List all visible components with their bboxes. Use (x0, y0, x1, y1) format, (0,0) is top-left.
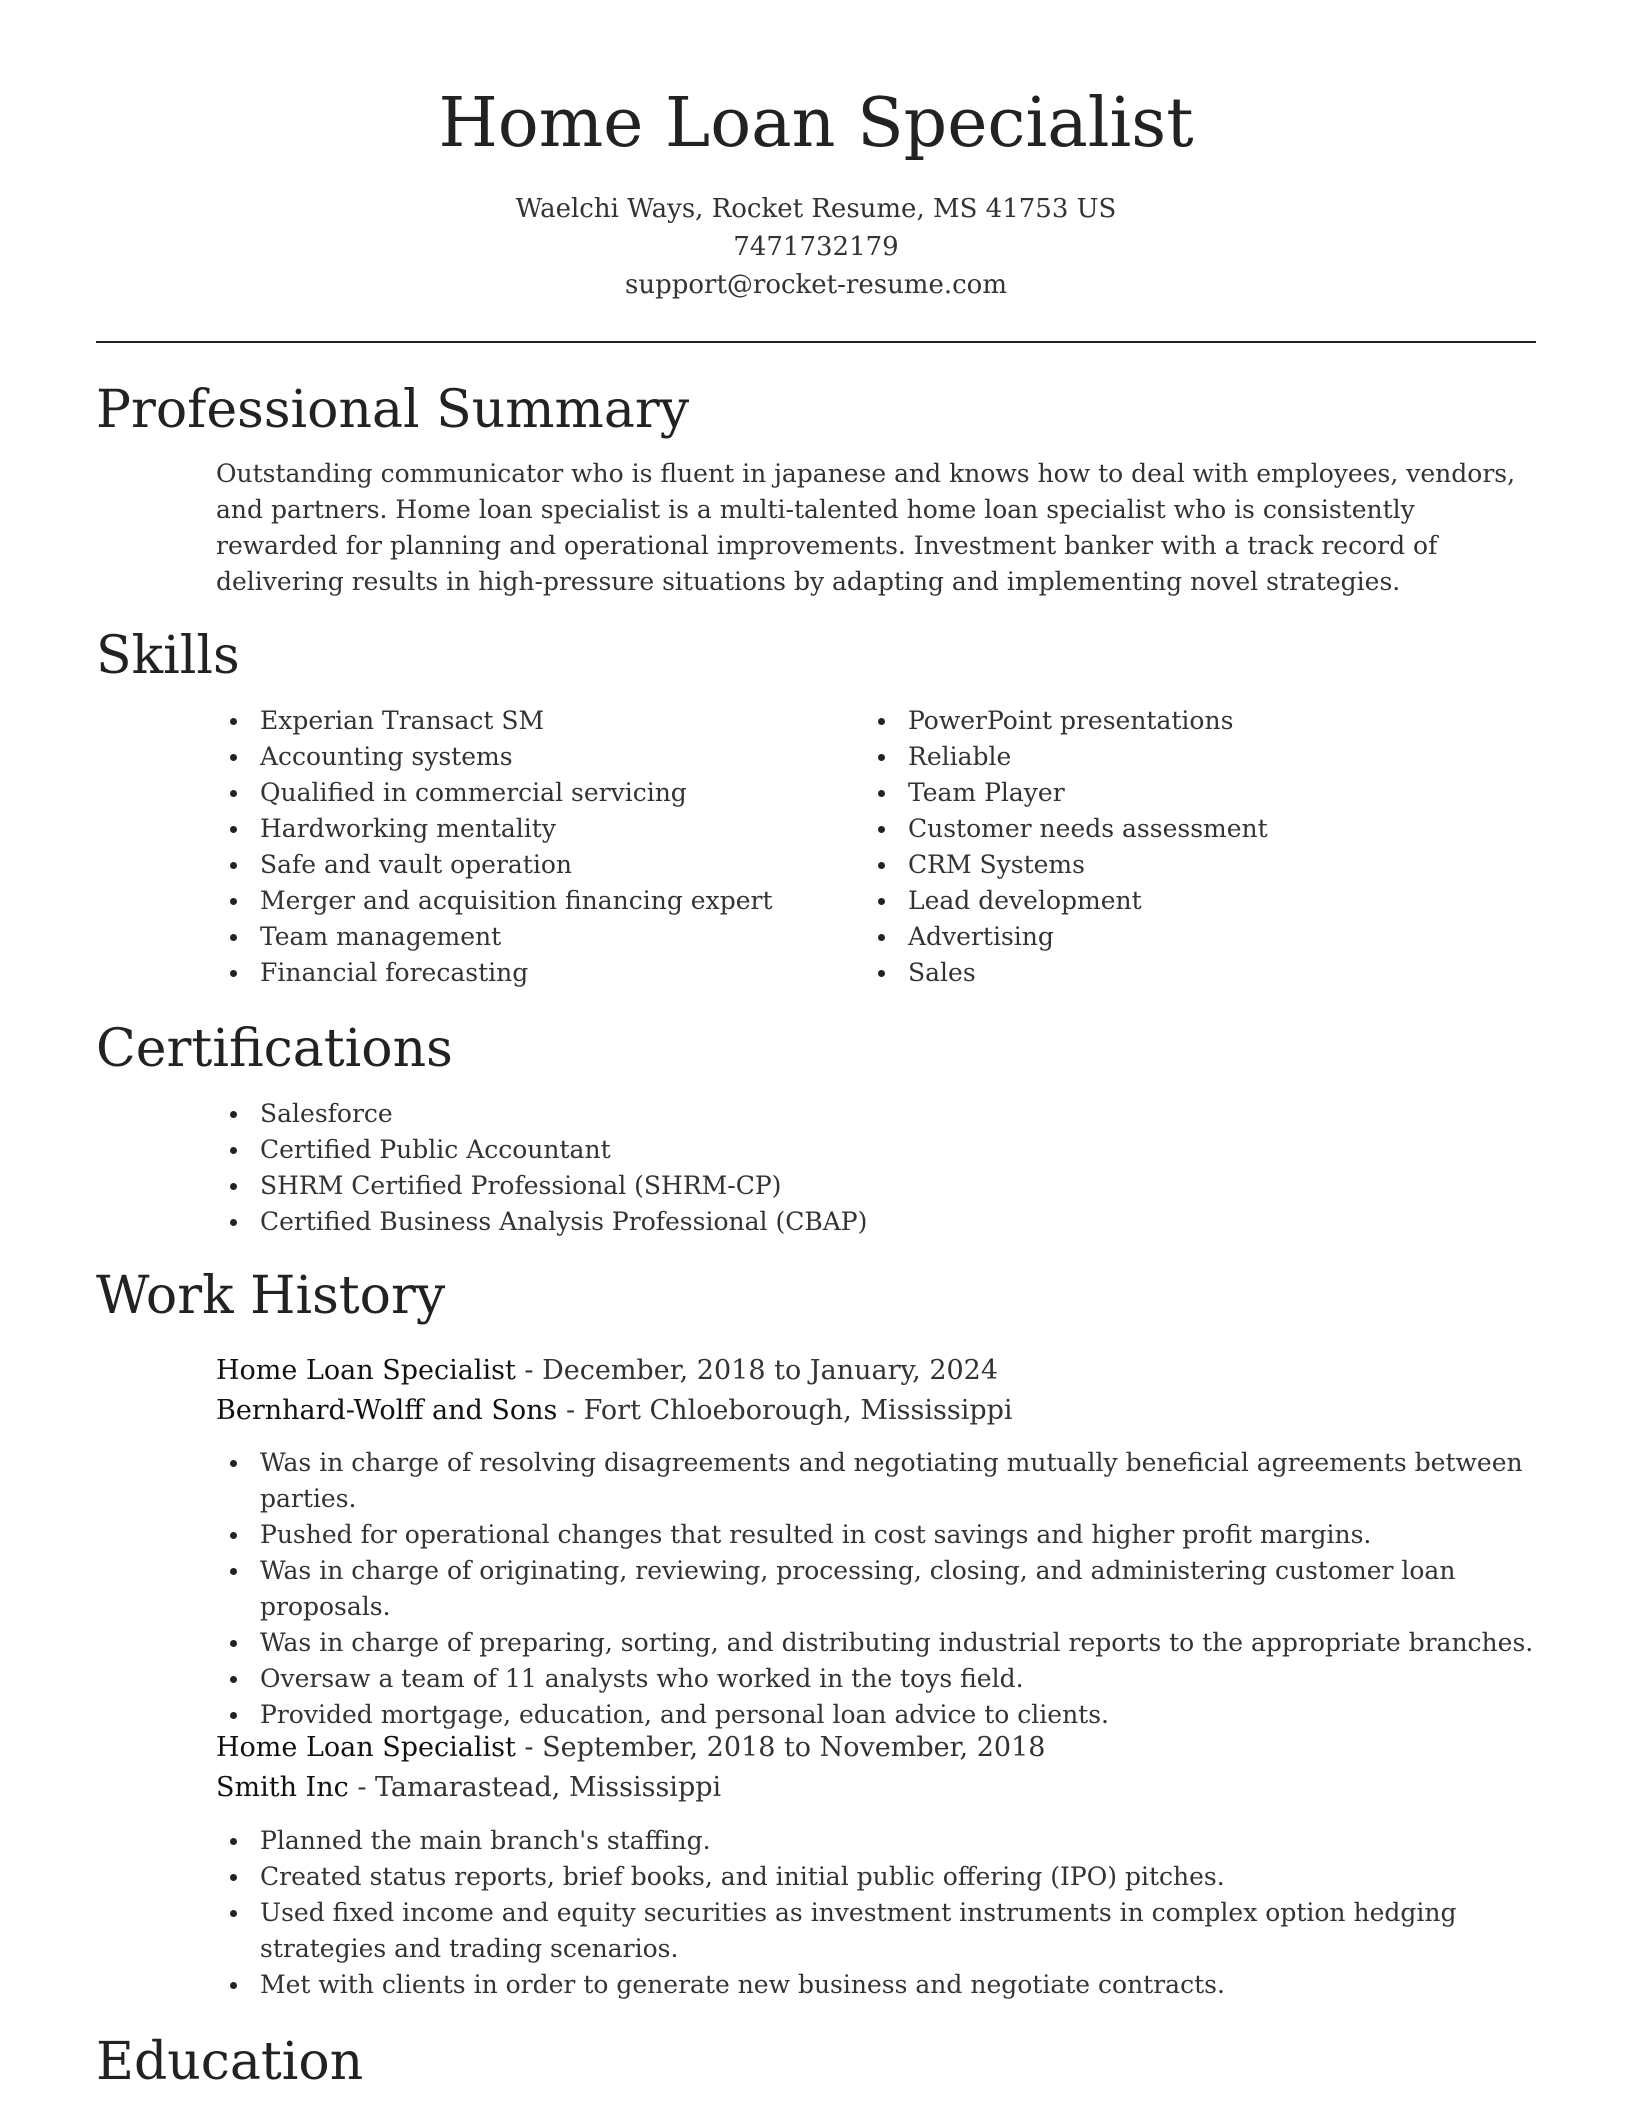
skill-label: CRM Systems (908, 850, 1085, 879)
list-item (216, 1859, 1536, 1895)
job-company: Bernhard-Wolff and Sons (216, 1395, 558, 1426)
job-role: Home Loan Specialist (216, 1732, 516, 1763)
skill-label: Team Player (908, 778, 1065, 807)
summary-text: Outstanding communicator who is fluent in japanese and knows how to deal with employees, vendors, and partners. Home loan specialist is a multi-talented home loan specialist who is consistently rewarded for planning and operational improvements. Investment banker with a track record of delivering results in high-pressure situations by adapting and implementing novel strategies. (216, 459, 1516, 596)
candidate-name: Home Loan Specialist (438, 84, 1194, 163)
job-company: Smith Inc (216, 1772, 349, 1803)
list-item (864, 847, 1536, 883)
list-item (864, 739, 1536, 775)
job-role: Home Loan Specialist (216, 1355, 516, 1386)
list-item (216, 919, 816, 955)
skill-label: PowerPoint presentations (908, 706, 1234, 735)
contact-block (96, 190, 1536, 304)
section-title-summary: Professional Summary (96, 380, 690, 440)
job-bullet-text: Was in charge of originating, reviewing, processing, closing, and administering customer loan proposals. (260, 1556, 1456, 1621)
list-item (216, 1132, 1536, 1168)
job-bullet-text: Created status reports, brief books, and initial public offering (IPO) pitches. (260, 1862, 1225, 1891)
list-item (864, 775, 1536, 811)
skill-label: Experian Transact SM (260, 706, 545, 735)
list-item (216, 1096, 1536, 1132)
section-title-skills: Skills (96, 626, 240, 686)
list-item (864, 955, 1536, 991)
list-item (864, 919, 1536, 955)
job-bullet-text: Pushed for operational changes that resulted in cost savings and higher profit margins. (260, 1520, 1372, 1549)
job-bullet-text: Planned the main branch's staffing. (260, 1826, 711, 1855)
skill-label: Financial forecasting (260, 958, 529, 987)
job-location: - Tamarastead, Mississippi (348, 1772, 722, 1803)
list-item (216, 883, 816, 919)
job-bullet-text: Used fixed income and equity securities as investment instruments in complex option hedging strategies and trading scenarios. (260, 1898, 1457, 1963)
skills-list-left (216, 703, 816, 991)
phone: 7471732179 (733, 232, 899, 262)
skill-label: Team management (260, 922, 502, 951)
skill-label: Reliable (908, 742, 1012, 771)
list-item (216, 1168, 1536, 1204)
skill-label: Qualified in commercial servicing (260, 778, 687, 807)
job-dates: - September, 2018 to November, 2018 (515, 1732, 1046, 1763)
skill-label: Accounting systems (260, 742, 513, 771)
job-bullet-text: Provided mortgage, education, and personal loan advice to clients. (260, 1700, 1109, 1729)
job-bullet-text: Was in charge of resolving disagreements and negotiating mutually beneficial agreements between parties. (260, 1448, 1523, 1513)
list-item (216, 1517, 1536, 1553)
list-item (216, 775, 816, 811)
section-title-certifications: Certifications (96, 1019, 453, 1079)
list-item (216, 1823, 1536, 1859)
section-title-work-history: Work History (96, 1266, 446, 1326)
job-title-line (216, 1351, 1536, 1391)
list-item (216, 703, 816, 739)
job-bullet-text: Was in charge of preparing, sorting, and distributing industrial reports to the appropriate branches. (260, 1628, 1534, 1657)
list-item (216, 1625, 1536, 1661)
resume-header (96, 82, 1536, 304)
address: Waelchi Ways, Rocket Resume, MS 41753 US (515, 194, 1117, 224)
list-item (864, 703, 1536, 739)
certifications-list (216, 1096, 1536, 1240)
certification-label: Certified Public Accountant (260, 1135, 611, 1164)
skill-label: Safe and vault operation (260, 850, 572, 879)
skill-label: Lead development (908, 886, 1142, 915)
list-item (216, 847, 816, 883)
job-title-line (216, 1728, 1536, 1768)
email: support@rocket-resume.com (624, 270, 1007, 300)
job-company-line (216, 1391, 1536, 1431)
skills-list-right (864, 703, 1536, 991)
list-item (216, 1553, 1536, 1625)
skill-label: Merger and acquisition financing expert (260, 886, 773, 915)
job-location: - Fort Chloeborough, Mississippi (557, 1395, 1013, 1426)
job-company-line (216, 1768, 1536, 1808)
list-item (216, 1967, 1536, 2003)
certification-label: Certified Business Analysis Professional (CBAP) (260, 1207, 868, 1236)
job-bullet-text: Met with clients in order to generate new business and negotiate contracts. (260, 1970, 1225, 1999)
skill-label: Sales (908, 958, 976, 987)
list-item (216, 1661, 1536, 1697)
header-divider (96, 341, 1536, 343)
list-item (216, 955, 816, 991)
section-title-education: Education (96, 2032, 364, 2092)
skill-label: Customer needs assessment (908, 814, 1268, 843)
list-item (216, 1204, 1536, 1240)
job-bullets (216, 1445, 1536, 1733)
skill-label: Advertising (908, 922, 1054, 951)
list-item (216, 1445, 1536, 1517)
job-bullet-text: Oversaw a team of 11 analysts who worked in the toys field. (260, 1664, 1024, 1693)
list-item (864, 883, 1536, 919)
list-item (216, 1895, 1536, 1967)
list-item (216, 811, 816, 847)
list-item (216, 739, 816, 775)
job-bullets (216, 1823, 1536, 2003)
certification-label: SHRM Certified Professional (SHRM-CP) (260, 1171, 782, 1200)
list-item (864, 811, 1536, 847)
job-dates: - December, 2018 to January, 2024 (515, 1355, 999, 1386)
certification-label: Salesforce (260, 1099, 393, 1128)
skill-label: Hardworking mentality (260, 814, 556, 843)
